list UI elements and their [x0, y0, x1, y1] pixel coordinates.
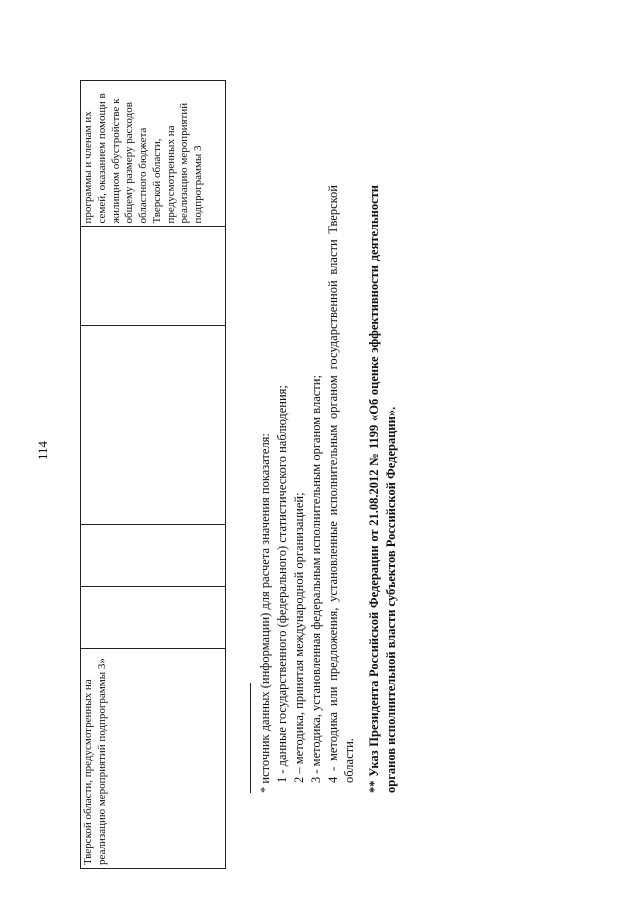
footnote-source-title: * источник данных (информации) для расчета значения показателя: [258, 433, 272, 793]
footnote-item: 2 – методика, принятая международной организацией; [291, 492, 306, 783]
rotated-page [35, 80, 560, 905]
footnote-item: 1 - данные государственного (федерального) статистического наблюдения; [274, 385, 289, 783]
footnote-item: 4 - методика или предложения, установленные исполнительным органом государственной власти Тверской области. [325, 185, 357, 783]
indicator-table [80, 80, 226, 869]
table-cell [81, 586, 226, 648]
footnotes [250, 185, 400, 905]
footnote-divider [250, 683, 251, 793]
table-cell: Тверской области, предусмотренных на реализацию мероприятий подпрограммы 3» [81, 649, 226, 869]
table-row [81, 81, 226, 869]
footnote-item: 3 - методика, установленная федеральным исполнительным органом власти; [308, 375, 323, 783]
spacer [358, 185, 366, 905]
table-cell: программы и членам их семей, оказанием помощи в жилищном обустройстве к общему размеру расходов областного бюджета Тверской области, предусмотренных на реализацию мероприятий подпрограммы 3 [81, 81, 226, 227]
footnote-decree: ** Указ Президента Российской Федерации от 21.08.2012 № 1199 «Об оценке эффективности деятельности органов исполнительной власти субъектов Российской Федерации». [367, 185, 399, 793]
page-number: 114 [35, 440, 50, 460]
table-cell [81, 524, 226, 586]
table-cell [81, 325, 226, 524]
table-cell [81, 227, 226, 325]
